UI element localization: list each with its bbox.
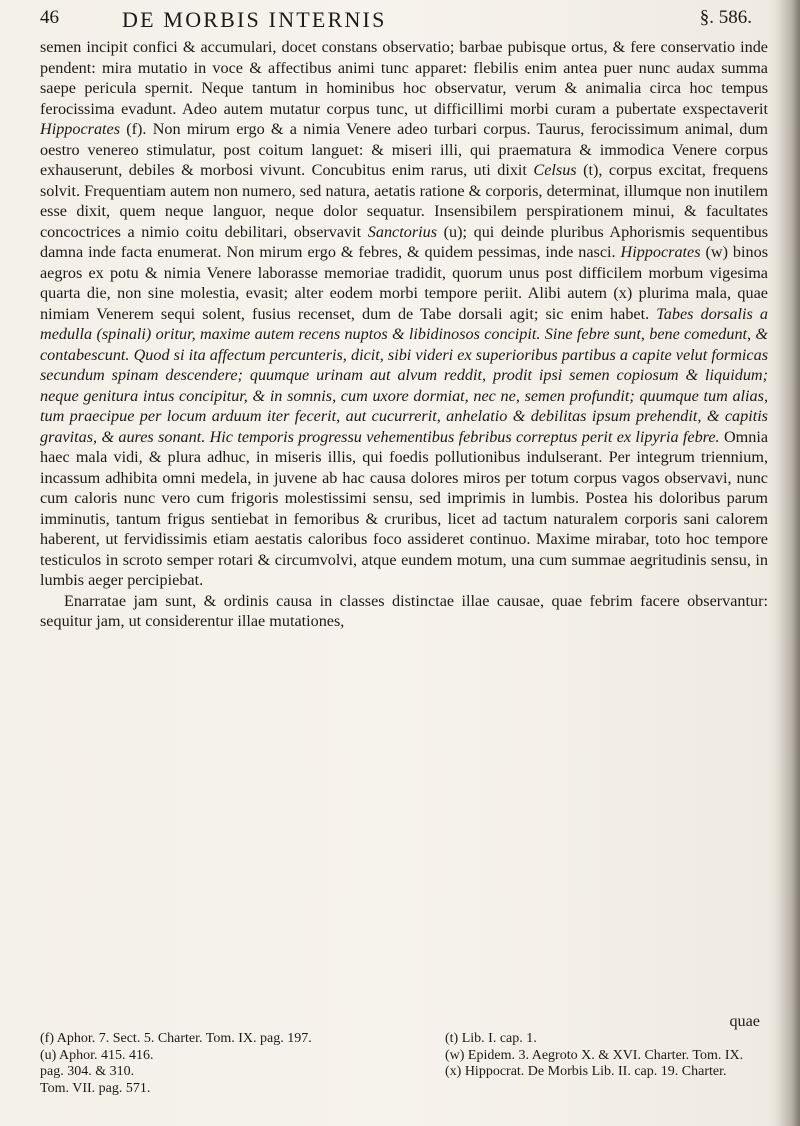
running-title: DE MORBIS INTERNIS [122, 7, 387, 32]
hippocratic-quotation: Tabes dorsalis a medulla (spinali) oritur, maxime autem recens nuptos & libidinosos concipit. Sine febre sunt, bene comedunt, & contabescunt. Quod si ita affectum percunteris, dicit, sibi videri ex superioribus partibus a capite velut formicas secundum spinam descendere; quumque urinam aut alvum reddit, prodit ipsi semen copiosum & liquidum; neque genitura intus concipitur, & in somnis, cum uxore dormiat, nec ne, semen profundit; quumque tum alias, tum praecipue per locum arduum iter fecerit, aut cucurrerit, anhelatio & debilitas ipsum prehendit, & capitis gravitas, & aures sonant. Hic temporis progressu vehementibus febribus correptus perit ex lipyria febre. [40, 304, 768, 446]
main-text [40, 37, 768, 632]
text-run: (u); qui deinde pluribus Aphorismis sequentibus damna inde facta enumerat. Non mirum ergo & febres, & quidem pessimas, inde nasci. [40, 222, 768, 261]
footnote-u-cont: pag. 304. & 310. [40, 1064, 135, 1079]
footnotes [40, 1031, 768, 1097]
paragraph-1 [40, 37, 768, 591]
author-name: Hippocrates [40, 120, 121, 138]
text-run: (w) binos aegros ex potu & nimia Venere laborasse memoriae tradidit, quorum unus post difficilem morbum vigesima quarta die, non sine molestia, evasit; alter eodem morbi tempore periit. Alibi autem (x) plurima mala, quae nimiam Venerem sequi solent, fusius recenset, dum de Tabe dorsali agit; sic enim habet. [40, 243, 768, 323]
page-number: 46 [40, 7, 59, 28]
text-run: (f). Non mirum ergo & a nimia Venere adeo turbari corpus. Taurus, ferocissimum animal, dum oestro venereo stimulatur, post coitum languet: & miseri illi, qui praematura & immodica Venere corpus exhauserunt, debiles & morbosi vivunt. Concubitus enim rarus, uti dixit [40, 120, 768, 179]
footnote-x: (x) Hippocrat. De Morbis Lib. II. cap. 19. Charter. [445, 1064, 727, 1079]
footnote-empty [445, 1081, 768, 1098]
author-name: Hippocrates [620, 243, 701, 261]
footnote-row [40, 1048, 768, 1065]
text-run: (t), corpus excitat, frequens solvit. Frequentiam autem non numero, sed natura, aetatis ratione & corporis, determinat, illumque non inutilem esse dixit, quem neque languor, neque dolor sequatur. Insensibilem perspirationem minui, & facultates concoctrices a nimio coitu debilitari, observavit [40, 161, 768, 241]
footnote-f: (f) Aphor. 7. Sect. 5. Charter. Tom. IX. pag. 197. [40, 1031, 312, 1046]
page-header [40, 5, 760, 35]
section-mark: §. 586. [699, 7, 752, 28]
footnote-t: (t) Lib. I. cap. 1. [445, 1031, 537, 1046]
footnote-u: (u) Aphor. 415. 416. [40, 1047, 154, 1063]
footnote-w: (w) Epidem. 3. Aegroto X. & XVI. Charter. Tom. IX. [445, 1047, 744, 1063]
paragraph-2: Enarratae jam sunt, & ordinis causa in classes distinctae illae causae, quae febrim facere observantur: sequitur jam, ut considerentur illae mutationes, [40, 591, 768, 630]
book-spine-shadow [778, 0, 800, 1126]
footnote-row [40, 1031, 768, 1048]
catchword: quae [729, 1012, 760, 1030]
text-run: Omnia haec mala vidi, & plura adhuc, in miseris illis, qui foedis pollutionibus indulserant. Per integrum triennium, incassum adhibita omni medela, in juvene ab hac causa dolores miros per totum corpus vagos observavi, nunc cum caloris nunc vero cum frigoris molestissimi sensu, sed imprimis in lumbis. Postea his doloribus parum imminutis, tantum frigus sentiebat in femoribus & cruribus, licet ad tactum naturalem corporis sani calorem haberent, ut fervidissimis etiam aestatis caloribus foco assideret continuo. Maxime mirabar, toto hoc tempore testiculos in scroto semper rotari & circumvolvi, atque eundem motum, una cum summae aegritudinis sensu, in lumbis aeger percipiebat. [40, 427, 768, 589]
footnote-row [40, 1081, 768, 1098]
author-name: Celsus [533, 161, 577, 179]
author-name: Sanctorius [367, 222, 438, 241]
footnote-x-cont: Tom. VII. pag. 571. [40, 1080, 151, 1096]
footnote-row [40, 1064, 768, 1081]
text-run: semen incipit confici & accumulari, docet constans observatio; barbae pubisque ortus, & fere conservatio inde pendent: mira mutatio in voce & affectibus animi tunc apparet: flebilis enim antea puer nunc audax summa saepe pericula spernit. Neque tantum in hominibus hoc observatur, verum & animalia circa hoc tempus ferocissima evadunt. Adeo autem mutatur corpus tunc, ut difficillimi morbi curam a pubertate exspectaverit [40, 38, 768, 118]
